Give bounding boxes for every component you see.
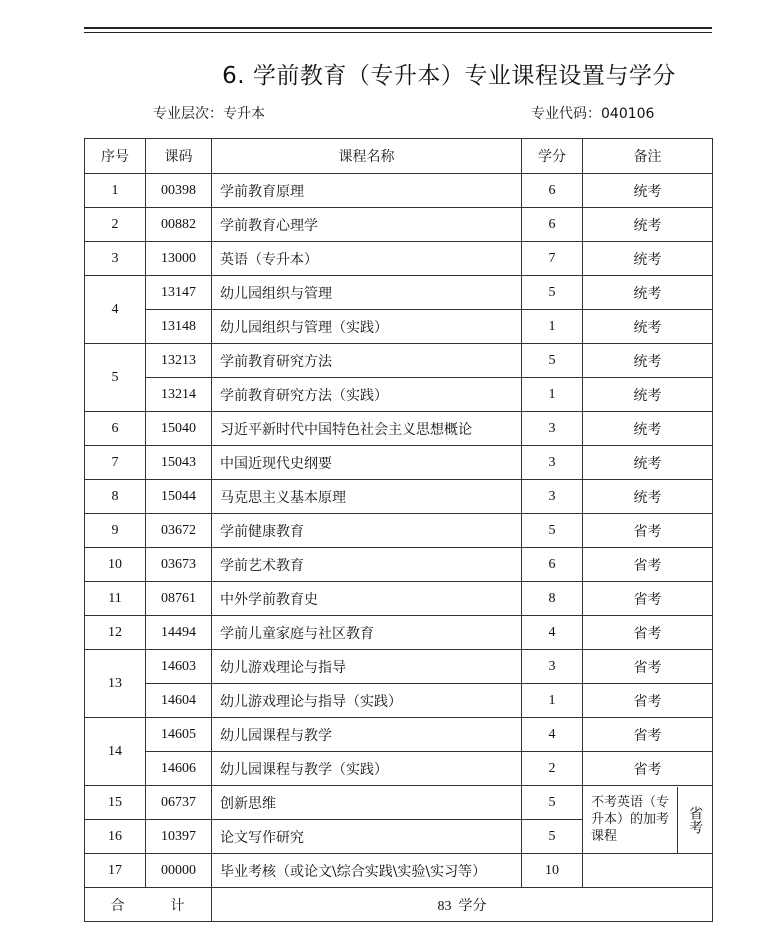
seq-cell: 1	[85, 174, 146, 208]
credit-cell: 4	[522, 616, 583, 650]
name-cell: 幼儿园组织与管理（实践）	[212, 310, 522, 344]
name-cell: 创新思维	[212, 786, 522, 820]
seq-cell: 7	[85, 446, 146, 480]
table-row	[85, 446, 713, 480]
special-note-text: 不考英语（专升本）的加考课程	[591, 795, 670, 844]
code-cell: 14605	[146, 718, 212, 752]
note-cell: 省考	[583, 752, 713, 786]
note-cell: 统考	[583, 344, 713, 378]
seq-cell: 6	[85, 412, 146, 446]
name-cell: 学前教育原理	[212, 174, 522, 208]
total-row	[85, 888, 713, 922]
name-cell: 幼儿园课程与教学	[212, 718, 522, 752]
credit-cell: 3	[522, 412, 583, 446]
special-note-tag: 省考	[677, 787, 712, 853]
table-row	[85, 786, 713, 820]
credit-cell: 8	[522, 582, 583, 616]
credit-cell: 6	[522, 208, 583, 242]
seq-cell: 13	[85, 650, 146, 718]
seq-cell: 15	[85, 786, 146, 820]
name-cell: 幼儿园课程与教学（实践）	[212, 752, 522, 786]
name-cell: 学前教育心理学	[212, 208, 522, 242]
name-cell: 学前健康教育	[212, 514, 522, 548]
credit-cell: 6	[522, 548, 583, 582]
code-cell: 15040	[146, 412, 212, 446]
seq-cell: 12	[85, 616, 146, 650]
name-cell: 马克思主义基本原理	[212, 480, 522, 514]
total-label-a: 合	[110, 897, 126, 914]
table-row	[85, 684, 713, 718]
seq-cell: 9	[85, 514, 146, 548]
code-cell: 14494	[146, 616, 212, 650]
header-code: 课码	[146, 139, 212, 174]
table-row	[85, 378, 713, 412]
code-cell: 00000	[146, 854, 212, 888]
code-cell: 14604	[146, 684, 212, 718]
name-cell: 毕业考核（或论文\综合实践\实验\实习等）	[212, 854, 522, 888]
note-cell: 统考	[583, 242, 713, 276]
credit-cell: 2	[522, 752, 583, 786]
code-cell: 00882	[146, 208, 212, 242]
major-level: 专业层次：专升本	[153, 106, 265, 122]
credit-cell: 1	[522, 378, 583, 412]
seq-cell: 5	[85, 344, 146, 412]
special-note-wrap	[583, 787, 712, 853]
header-name: 课程名称	[212, 139, 522, 174]
note-cell: 统考	[583, 310, 713, 344]
credit-cell: 6	[522, 174, 583, 208]
code-cell: 14606	[146, 752, 212, 786]
table-row	[85, 650, 713, 684]
code-cell: 15043	[146, 446, 212, 480]
credit-cell: 5	[522, 514, 583, 548]
table-row	[85, 412, 713, 446]
note-cell: 省考	[583, 548, 713, 582]
credit-cell: 1	[522, 684, 583, 718]
top-rule	[84, 27, 712, 29]
credit-cell: 5	[522, 820, 583, 854]
name-cell: 中外学前教育史	[212, 582, 522, 616]
header-seq: 序号	[85, 139, 146, 174]
table-row	[85, 344, 713, 378]
name-cell: 学前教育研究方法	[212, 344, 522, 378]
credit-cell: 10	[522, 854, 583, 888]
note-cell: 省考	[583, 616, 713, 650]
note-cell: 统考	[583, 174, 713, 208]
name-cell: 论文写作研究	[212, 820, 522, 854]
code-cell: 08761	[146, 582, 212, 616]
seq-cell: 17	[85, 854, 146, 888]
name-cell: 英语（专升本）	[212, 242, 522, 276]
top-rule-thin	[84, 32, 712, 33]
table-row	[85, 514, 713, 548]
name-cell: 学前教育研究方法（实践）	[212, 378, 522, 412]
credit-cell: 5	[522, 276, 583, 310]
code-cell: 15044	[146, 480, 212, 514]
total-label	[85, 888, 212, 922]
credit-cell: 5	[522, 344, 583, 378]
code-cell: 13214	[146, 378, 212, 412]
seq-cell: 14	[85, 718, 146, 786]
major-code: 专业代码：040106	[531, 106, 655, 122]
table-header-row	[85, 139, 713, 174]
note-cell: 统考	[583, 378, 713, 412]
code-cell: 00398	[146, 174, 212, 208]
seq-cell: 10	[85, 548, 146, 582]
name-cell: 学前艺术教育	[212, 548, 522, 582]
header-credit: 学分	[522, 139, 583, 174]
total-value: 83 学分	[212, 888, 713, 922]
table-row	[85, 174, 713, 208]
seq-cell: 16	[85, 820, 146, 854]
total-label-b: 计	[170, 897, 186, 914]
credit-cell: 3	[522, 446, 583, 480]
note-cell: 统考	[583, 276, 713, 310]
header-note: 备注	[583, 139, 713, 174]
note-cell	[583, 854, 713, 888]
seq-cell: 4	[85, 276, 146, 344]
code-cell: 03672	[146, 514, 212, 548]
code-cell: 03673	[146, 548, 212, 582]
note-cell: 省考	[583, 718, 713, 752]
table-row	[85, 208, 713, 242]
table-row	[85, 310, 713, 344]
table-row	[85, 752, 713, 786]
table-row	[85, 854, 713, 888]
credit-cell: 3	[522, 650, 583, 684]
code-cell: 14603	[146, 650, 212, 684]
table-row	[85, 582, 713, 616]
code-cell: 13148	[146, 310, 212, 344]
seq-cell: 8	[85, 480, 146, 514]
note-cell: 统考	[583, 480, 713, 514]
credit-cell: 4	[522, 718, 583, 752]
note-cell: 省考	[583, 684, 713, 718]
name-cell: 习近平新时代中国特色社会主义思想概论	[212, 412, 522, 446]
note-cell: 省考	[583, 514, 713, 548]
seq-cell: 2	[85, 208, 146, 242]
credit-cell: 7	[522, 242, 583, 276]
code-cell: 06737	[146, 786, 212, 820]
page-title: 6. 学前教育（专升本）专业课程设置与学分	[222, 63, 676, 89]
code-cell: 13147	[146, 276, 212, 310]
note-cell: 统考	[583, 208, 713, 242]
table-row	[85, 242, 713, 276]
code-cell: 13000	[146, 242, 212, 276]
seq-cell: 3	[85, 242, 146, 276]
code-cell: 10397	[146, 820, 212, 854]
note-cell: 省考	[583, 582, 713, 616]
table-row	[85, 548, 713, 582]
credit-cell: 3	[522, 480, 583, 514]
name-cell: 幼儿游戏理论与指导（实践）	[212, 684, 522, 718]
credit-cell: 1	[522, 310, 583, 344]
name-cell: 中国近现代史纲要	[212, 446, 522, 480]
note-cell: 统考	[583, 446, 713, 480]
course-table	[84, 138, 713, 922]
table-row	[85, 718, 713, 752]
note-cell: 统考	[583, 412, 713, 446]
table-row	[85, 480, 713, 514]
name-cell: 幼儿游戏理论与指导	[212, 650, 522, 684]
seq-cell: 11	[85, 582, 146, 616]
name-cell: 幼儿园组织与管理	[212, 276, 522, 310]
name-cell: 学前儿童家庭与社区教育	[212, 616, 522, 650]
special-note-cell	[583, 786, 713, 854]
table-row	[85, 616, 713, 650]
note-cell: 省考	[583, 650, 713, 684]
credit-cell: 5	[522, 786, 583, 820]
code-cell: 13213	[146, 344, 212, 378]
table-row	[85, 276, 713, 310]
